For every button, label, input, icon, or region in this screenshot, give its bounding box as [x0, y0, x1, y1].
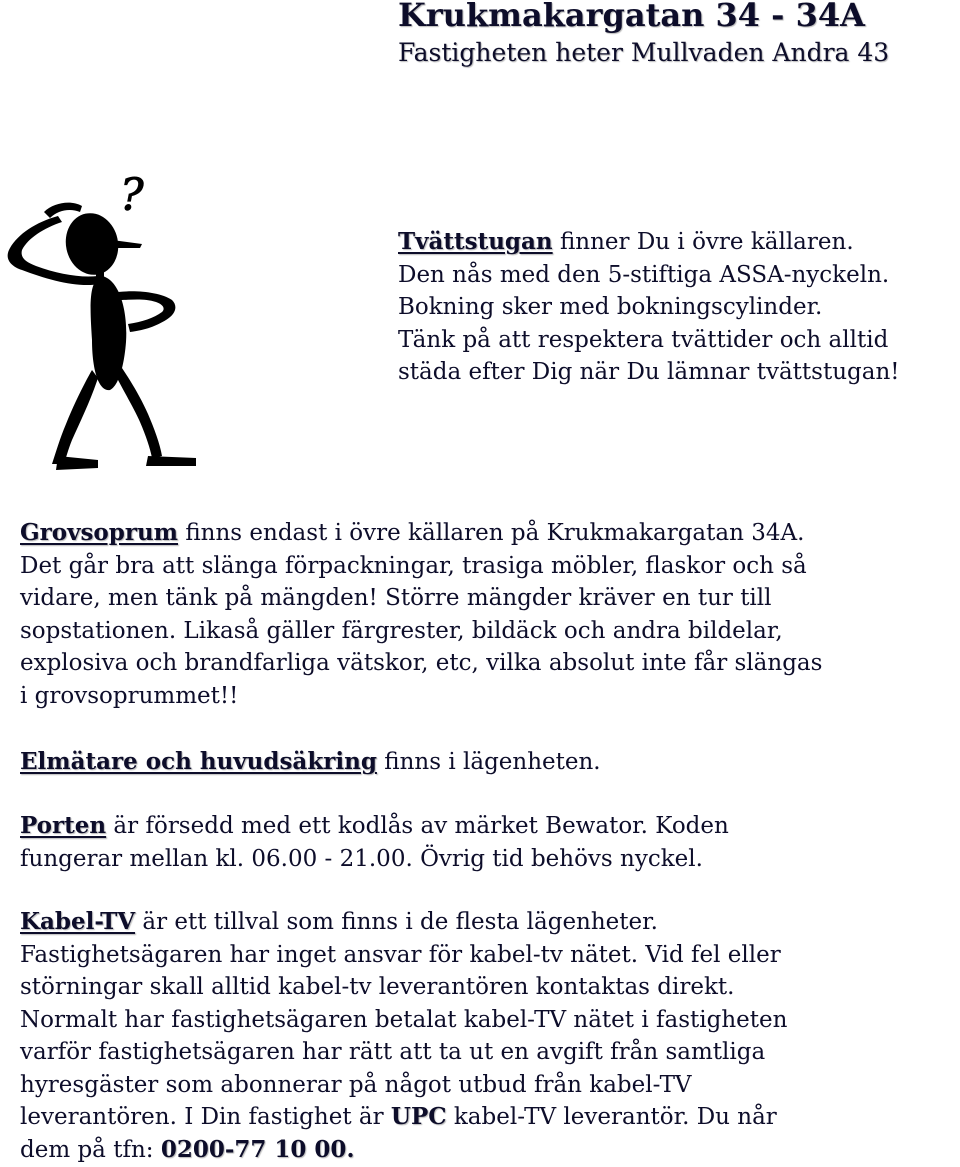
cable-line-8-pre: dem på tfn: [20, 1136, 161, 1163]
cable-tv-section [20, 906, 787, 1166]
garbage-line-1 [20, 517, 822, 550]
laundry-line-2: Den nås med den 5-stiftiga ASSA-nyckeln. [398, 261, 890, 288]
garbage-section [20, 517, 822, 712]
garbage-line-2: Det går bra att slänga förpackningar, trasiga möbler, flaskor och så [20, 552, 807, 579]
meter-section [20, 746, 601, 779]
door-section [20, 810, 729, 875]
cable-line-1 [20, 906, 787, 939]
cable-line-4: Normalt har fastighetsägaren betalat kabel-TV nätet i fastigheten [20, 1006, 788, 1033]
garbage-line-3: vidare, men tänk på mängden! Större mängder kräver en tur till [20, 585, 772, 611]
garbage-line-4: sopstationen. Likaså gäller färgrester, bildäck och andra bildelar, [20, 617, 783, 644]
garbage-line-5: explosiva och brandfarliga vätskor, etc, vilka absolut inte får slängas [20, 650, 823, 676]
laundry-line-1 [398, 226, 900, 259]
cable-line-6: hyresgäster som abonnerar på något utbud från kabel-TV [20, 1071, 692, 1098]
cable-line-5: varför fastighetsägaren har rätt att ta ut en avgift från samtliga [20, 1039, 766, 1065]
cable-line-7 [20, 1101, 787, 1134]
laundry-text: finner Du i övre källaren. [552, 229, 854, 255]
cable-line-7-pre: leverantören. I Din fastighet är [20, 1104, 391, 1130]
laundry-heading: Tvättstugan [398, 228, 553, 255]
cable-text: är ett tillval som finns i de flesta lägenheter. [135, 909, 658, 935]
laundry-line-5: städa efter Dig när Du lämnar tvättstugan! [398, 359, 900, 385]
page-subtitle: Fastigheten heter Mullvaden Andra 43 [398, 38, 890, 67]
question-mark-icon: ? [120, 172, 144, 221]
laundry-line-3: Bokning sker med bokningscylinder. [398, 294, 823, 320]
door-heading: Porten [20, 812, 107, 839]
door-text: är försedd med ett kodlås av märket Bewator. Koden [106, 813, 729, 839]
door-line-2: fungerar mellan kl. 06.00 - 21.00. Övrig tid behövs nyckel. [20, 845, 703, 872]
cable-line-8 [20, 1134, 787, 1167]
laundry-section [398, 226, 900, 389]
thinking-figure-icon [0, 172, 205, 472]
phone-number: 0200-77 10 00. [160, 1135, 355, 1163]
meter-heading: Elmätare och huvudsäkring [20, 748, 377, 775]
meter-line-1 [20, 746, 601, 779]
meter-text: finns i lägenheten. [376, 749, 601, 775]
cable-line-3: störningar skall alltid kabel-tv leverantören kontaktas direkt. [20, 974, 735, 1000]
cable-heading: Kabel-TV [20, 908, 136, 935]
garbage-heading: Grovsoprum [20, 519, 179, 546]
garbage-line-6: i grovsoprummet!! [20, 682, 239, 709]
page-title: Krukmakargatan 34 - 34A [398, 0, 865, 34]
provider-name: UPC [390, 1103, 447, 1130]
garbage-text: finns endast i övre källaren på Krukmakargatan 34A. [178, 520, 805, 546]
laundry-line-4: Tänk på att respektera tvättider och alltid [398, 326, 889, 353]
door-line-1 [20, 810, 729, 843]
cable-line-7-post: kabel-TV leverantör. Du når [446, 1104, 777, 1130]
cable-line-2: Fastighetsägaren har inget ansvar för kabel-tv nätet. Vid fel eller [20, 941, 781, 968]
